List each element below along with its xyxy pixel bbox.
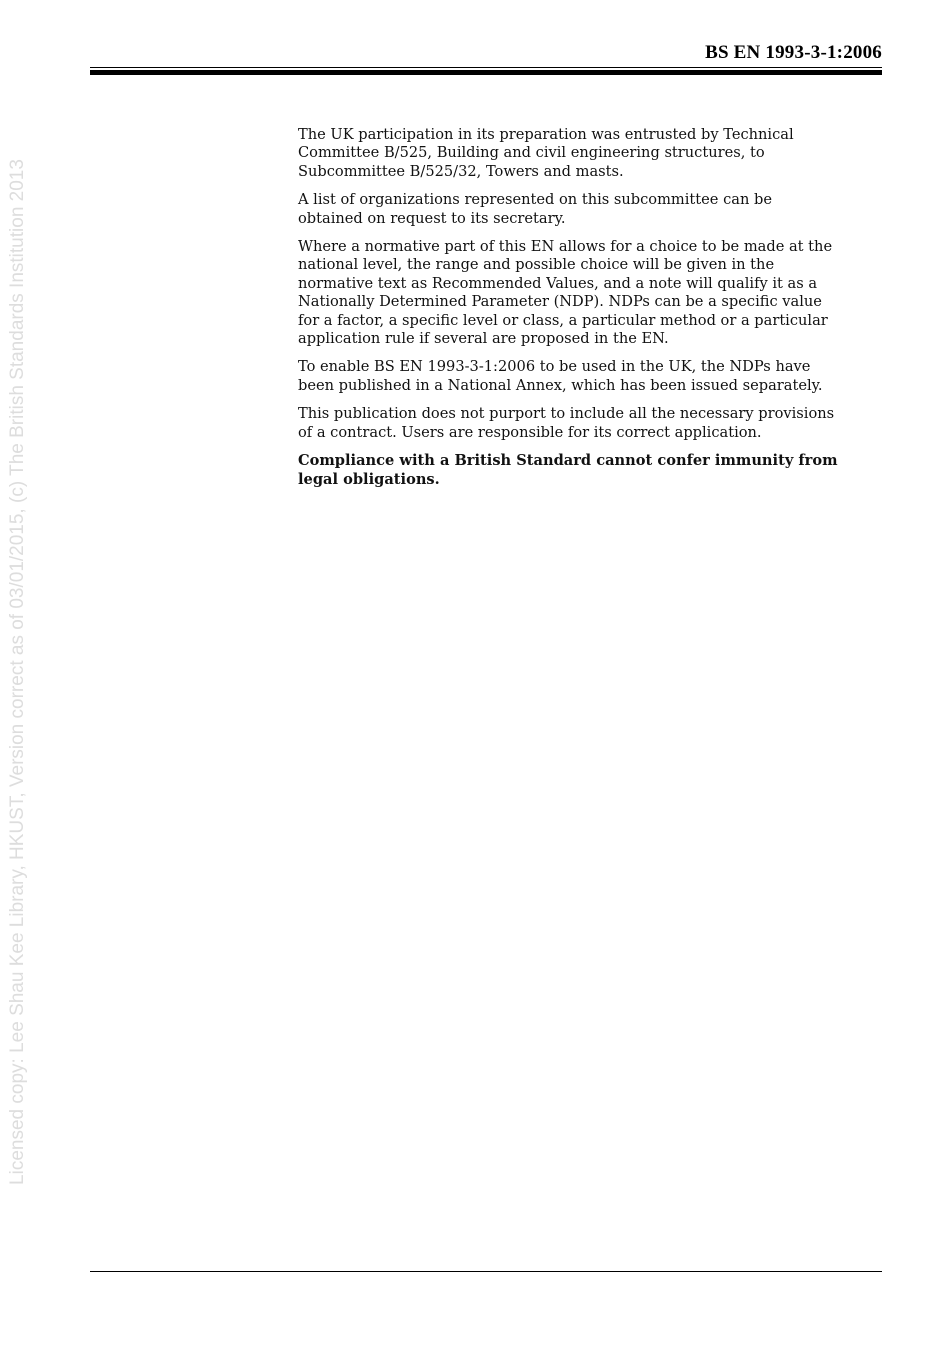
compliance-statement: Compliance with a British Standard cannot confer immunity from legal obligations. [298,452,838,488]
paragraph-uk-participation: The UK participation in its preparation was entrusted by Technical Committee B/525, Building and civil engineering structures, to Subcommittee B/525/32, Towers and masts. [298,126,794,180]
paragraph-organizations-list: A list of organizations represented on this subcommittee can be obtained on request to its secretary. [298,191,772,227]
license-watermark: Licensed copy: Lee Shau Kee Library, HKUST, Version correct as of 03/01/2015, (c) The British Standards Institution 2013 [7,159,28,1185]
header-rule-thin [90,67,882,68]
document-identifier: BS EN 1993-3-1:2006 [705,42,882,63]
footer-rule [90,1271,882,1272]
watermark-strip [0,0,40,1345]
paragraph-contract-provisions: This publication does not purport to include all the necessary provisions of a contract. Users are responsible for its correct application. [298,405,835,441]
paragraph-normative-choice: Where a normative part of this EN allows for a choice to be made at the national level, the range and possible choice will be given in the normative text as Recommended Values, and a note will qualify it as a Nationally Determined Parameter (NDP). NDPs can be a specific value for a factor, a specific level or class, a particular method or a particular application rule if several are proposed in the EN. [298,238,833,348]
paragraph-national-annex: To enable BS EN 1993-3-1:2006 to be used in the UK, the NDPs have been published in a National Annex, which has been issued separately. [298,358,823,394]
body-text [298,126,838,499]
header-rule-thick [90,70,882,75]
